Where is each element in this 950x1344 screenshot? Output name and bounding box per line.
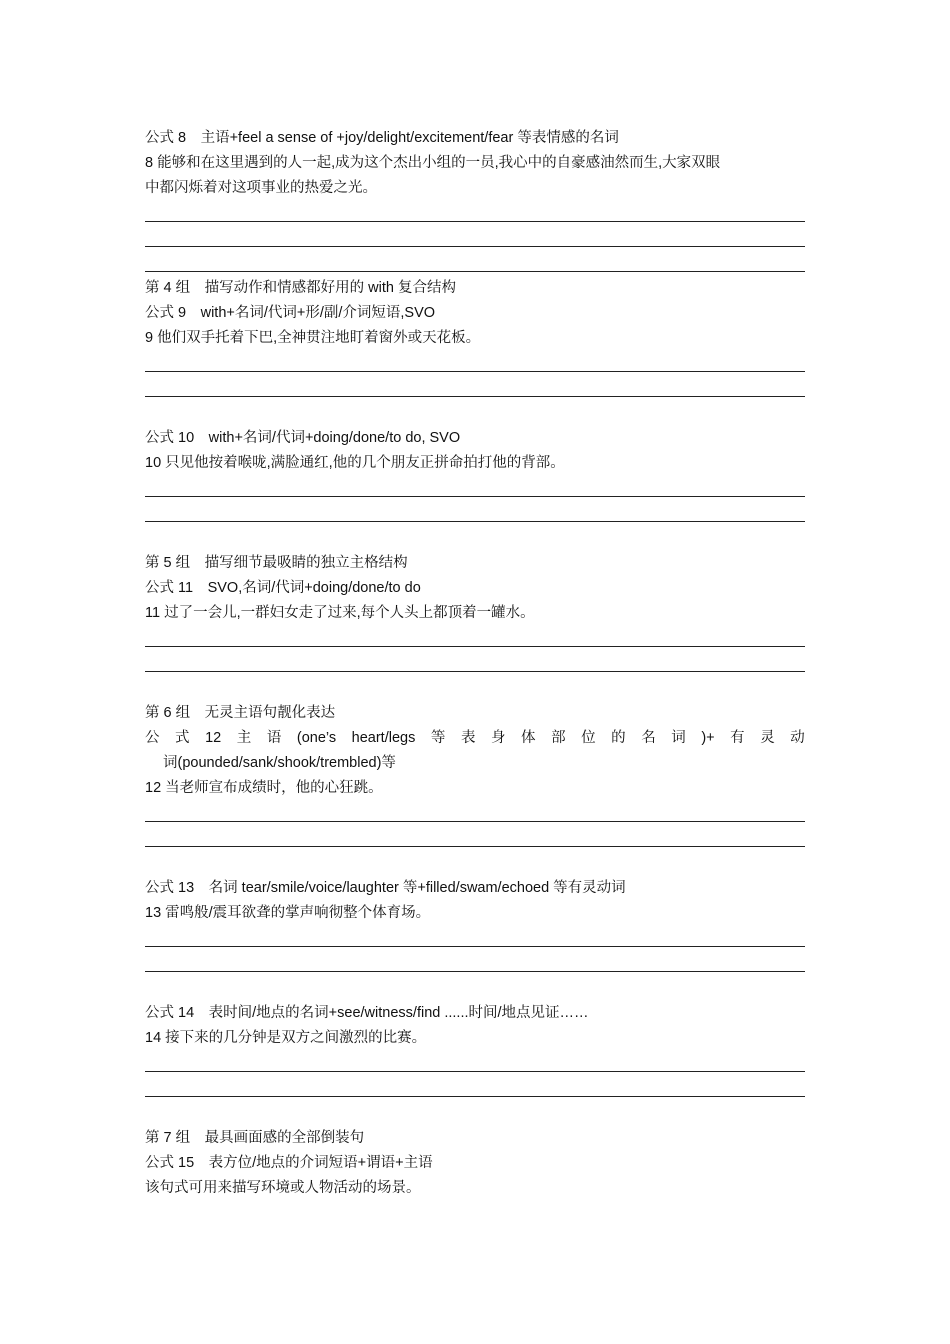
answer-line[interactable] (145, 801, 805, 826)
formula-12-token: 12 (205, 730, 222, 746)
group-6-title: 第 6 组 无灵主语句靓化表达 (145, 705, 336, 721)
formula-12-token: 体 (521, 730, 536, 746)
formula-12-line-1 (145, 726, 805, 751)
formula-12-token: 表 (460, 730, 476, 746)
answer-line[interactable] (145, 251, 805, 276)
formula-8: 公式 8 主语+feel a sense of +joy/delight/excitement/fear 等表情感的名词 (145, 130, 619, 146)
formula-12-token: 式 (175, 730, 190, 746)
example-8-line-1: 8 能够和在这里遇到的人一起,成为这个杰出小组的一员,我心中的自豪感油然而生,大家双眼 (145, 155, 721, 171)
answer-line[interactable] (145, 201, 805, 226)
example-8-line-2: 中都闪烁着对这项事业的热爱之光。 (145, 180, 377, 196)
formula-12-line-2: 词(pounded/sank/shook/trembled)等 (163, 755, 396, 771)
group-5-title: 第 5 组 描写细节最吸睛的独立主格结构 (145, 555, 408, 571)
formula-13: 公式 13 名词 tear/smile/voice/laughter 等+filled/swam/echoed 等有灵动词 (145, 880, 626, 896)
formula-12-token: 语 (266, 730, 282, 746)
formula-12-token: 动 (790, 730, 805, 746)
document-body (145, 126, 805, 1201)
answer-line[interactable] (145, 476, 805, 501)
answer-line[interactable] (145, 376, 805, 401)
formula-12-token: 等 (430, 730, 446, 746)
formula-12-token: 词 (671, 730, 686, 746)
formula-12-token: )+ (701, 730, 715, 746)
formula-12-token: (one’s (296, 730, 337, 746)
spacer (145, 1101, 805, 1126)
formula-12-token: 灵 (760, 730, 775, 746)
formula-12-token: 公 (145, 730, 160, 746)
formula-15-note: 该句式可用来描写环境或人物活动的场景。 (145, 1180, 421, 1196)
example-12: 12 当老师宣布成绩时，他的心狂跳。 (145, 780, 383, 796)
formula-12-token: 位 (581, 730, 596, 746)
spacer (145, 526, 805, 551)
answer-line[interactable] (145, 626, 805, 651)
example-11: 11 过了一会儿,一群妇女走了过来,每个人头上都顶着一罐水。 (145, 605, 535, 621)
spacer (145, 676, 805, 701)
formula-12-token: 主 (236, 730, 252, 746)
spacer (145, 851, 805, 876)
answer-line[interactable] (145, 926, 805, 951)
formula-12-token: 有 (730, 730, 745, 746)
formula-9: 公式 9 with+名词/代词+形/副/介词短语,SVO (145, 305, 436, 321)
answer-line[interactable] (145, 1051, 805, 1076)
formula-12-token: 名 (641, 730, 656, 746)
example-9: 9 他们双手托着下巴,全神贯注地盯着窗外或天花板。 (145, 330, 481, 346)
answer-line[interactable] (145, 651, 805, 676)
group-4-title: 第 4 组 描写动作和情感都好用的 with 复合结构 (145, 280, 456, 296)
formula-12-token: heart/legs (351, 730, 416, 746)
group-7-title: 第 7 组 最具画面感的全部倒装句 (145, 1130, 365, 1146)
answer-line[interactable] (145, 1076, 805, 1101)
answer-line[interactable] (145, 226, 805, 251)
spacer (145, 976, 805, 1001)
example-14: 14 接下来的几分钟是双方之间激烈的比赛。 (145, 1030, 427, 1046)
formula-12-token: 部 (551, 730, 566, 746)
spacer (145, 401, 805, 426)
formula-11: 公式 11 SVO,名词/代词+doing/done/to do (145, 580, 421, 596)
formula-14: 公式 14 表时间/地点的名词+see/witness/find ......时间/地点见证…… (145, 1005, 589, 1021)
formula-12-token: 身 (490, 730, 506, 746)
answer-line[interactable] (145, 501, 805, 526)
answer-line[interactable] (145, 351, 805, 376)
formula-15: 公式 15 表方位/地点的介词短语+谓语+主语 (145, 1155, 433, 1171)
answer-line[interactable] (145, 826, 805, 851)
formula-12-token: 的 (611, 730, 626, 746)
example-13: 13 雷鸣般/震耳欲聋的掌声响彻整个体育场。 (145, 905, 431, 921)
answer-line[interactable] (145, 951, 805, 976)
example-10: 10 只见他按着喉咙,满脸通红,他的几个朋友正拼命拍打他的背部。 (145, 455, 565, 471)
formula-10: 公式 10 with+名词/代词+doing/done/to do, SVO (145, 430, 461, 446)
